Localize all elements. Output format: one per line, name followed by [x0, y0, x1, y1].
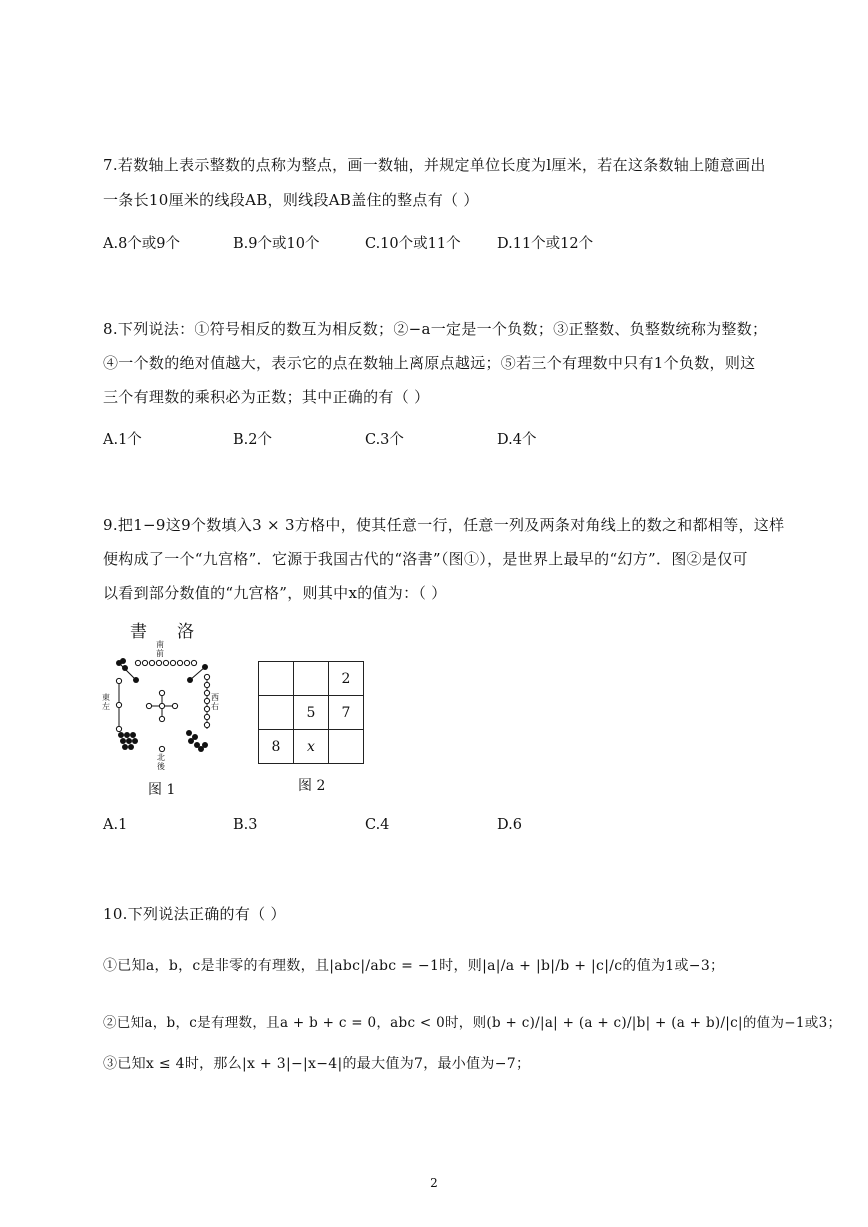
- grid-cell: [259, 662, 294, 696]
- q9-stem-line1: 9.把1−9这9个数填入3 × 3方格中，使其任意一行，任意一列及两条对角线上的数之和都相等，这样: [103, 516, 785, 534]
- q10-statement-1: ①已知a，b，c是非零的有理数，且|abc|/abc = −1时，则|a|/a + |b|/b + |c|/c的值为1或−3；: [103, 958, 725, 974]
- q9-stem-line3: 以看到部分数值的“九宫格”，则其中x的值为：（ ）: [103, 584, 447, 602]
- q10-statement-2: ②已知a，b，c是有理数，且a + b + c = 0，abc < 0时，则(b + c)/|a| + (a + c)/|b| + (a + b)/|c|的值为−1或3；: [103, 1015, 842, 1031]
- q9-stem-line2: 便构成了一个“九宫格”．它源于我国古代的“洛書”（图①），是世界上最早的“幻方”．图②是仅可: [103, 550, 748, 568]
- figure2-caption: 图 2: [298, 778, 326, 794]
- q10-statement-3: ③已知x ≤ 4时，那么|x + 3|−|x−4|的最大值为7，最小值为−7；: [103, 1056, 531, 1072]
- q9-option-d: D.6: [497, 817, 522, 833]
- magic-square-grid: [258, 661, 364, 764]
- grid-cell: 7: [329, 696, 364, 730]
- luoshu-label-right: 西右: [211, 693, 219, 711]
- q9-option-c: C.4: [365, 817, 390, 833]
- grid-row: [259, 696, 364, 730]
- q8-option-d: D.4个: [497, 432, 537, 448]
- grid-cell-unknown: x: [294, 730, 329, 764]
- q8-stem-line2: ④一个数的绝对值越大，表示它的点在数轴上离原点越远；⑤若三个有理数中只有1个负数，则这: [103, 354, 756, 372]
- q8-stem-line1: 8.下列说法：①符号相反的数互为相反数；②−a一定是一个负数；③正整数、负整数统称为整数；: [103, 320, 768, 338]
- q8-option-c: C.3个: [365, 432, 404, 448]
- q7-option-d: D.11个或12个: [497, 236, 594, 252]
- grid-cell: [259, 696, 294, 730]
- q7-stem-line1: 7.若数轴上表示整数的点称为整点，画一数轴，并规定单位长度为l厘米，若在这条数轴上随意画出: [103, 156, 766, 174]
- luoshu-label-top: 南前: [156, 640, 164, 658]
- grid-cell: [294, 662, 329, 696]
- q8-option-b: B.2个: [233, 432, 272, 448]
- luoshu-label-left: 東左: [102, 693, 110, 711]
- q7-option-a: A.8个或9个: [103, 236, 181, 252]
- q10-stem: 10.下列说法正确的有（ ）: [103, 905, 286, 923]
- luoshu-title: 書洛: [130, 622, 224, 642]
- q7-option-c: C.10个或11个: [365, 236, 461, 252]
- q9-option-b: B.3: [233, 817, 258, 833]
- figure1-caption: 图 1: [148, 782, 176, 798]
- grid-row: [259, 730, 364, 764]
- page-number: 2: [430, 1176, 438, 1190]
- grid-cell: 2: [329, 662, 364, 696]
- grid-cell: 8: [259, 730, 294, 764]
- q7-option-b: B.9个或10个: [233, 236, 320, 252]
- grid-row: [259, 662, 364, 696]
- luoshu-label-bottom: 北後: [157, 753, 165, 771]
- grid-cell: [329, 730, 364, 764]
- q9-option-a: A.1: [103, 817, 128, 833]
- q8-stem-line3: 三个有理数的乘积必为正数；其中正确的有（ ）: [103, 388, 430, 406]
- grid-cell: 5: [294, 696, 329, 730]
- q8-option-a: A.1个: [103, 432, 142, 448]
- luoshu-diagram: [103, 647, 228, 762]
- q7-stem-line2: 一条长10厘米的线段AB，则线段AB盖住的整点有（ ）: [103, 191, 479, 209]
